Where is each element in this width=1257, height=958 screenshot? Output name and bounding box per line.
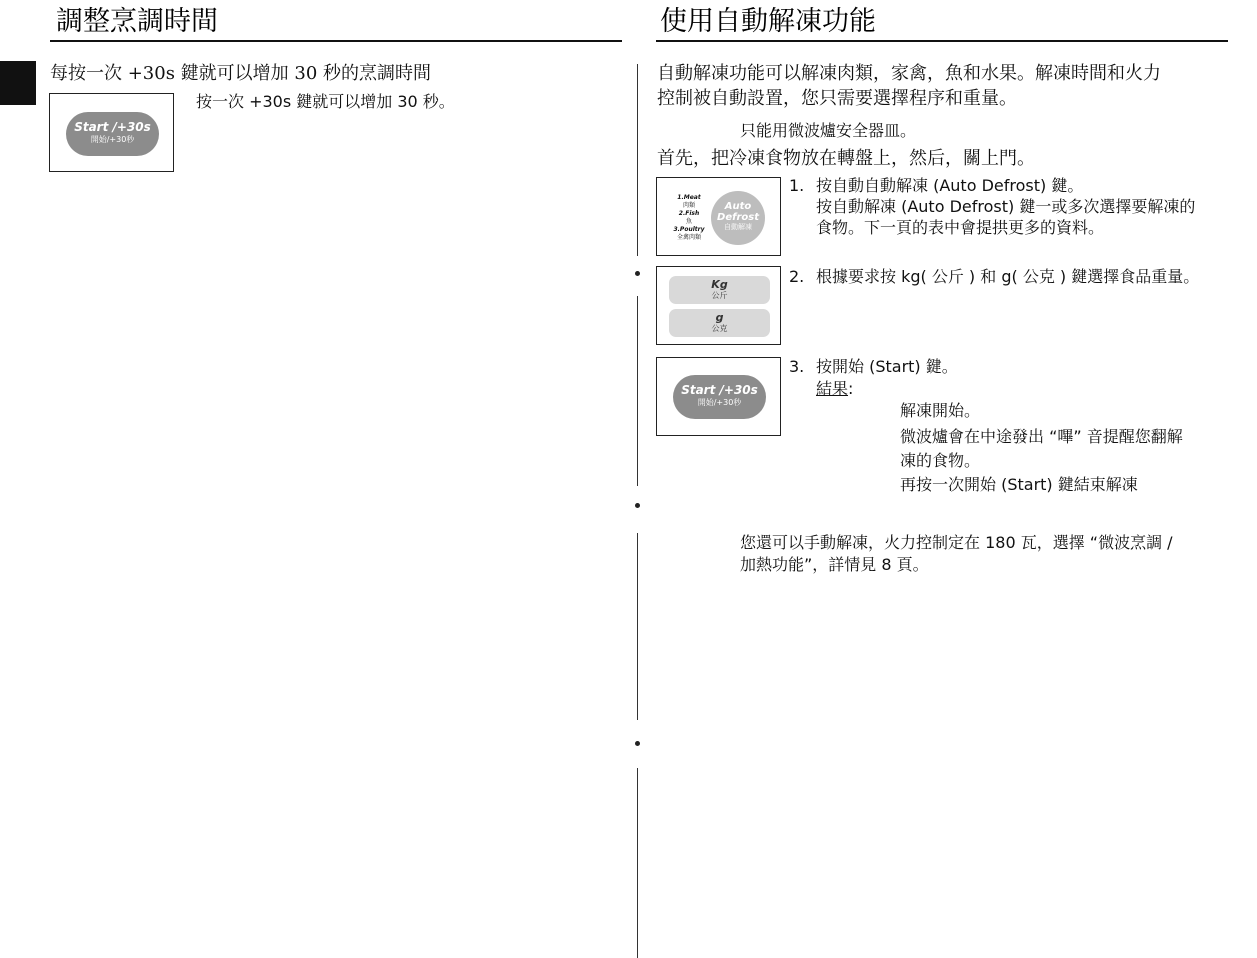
- g-button-label: g: [715, 311, 724, 324]
- margin-line-3: [637, 533, 638, 720]
- start-button[interactable]: [673, 375, 766, 419]
- kg-button[interactable]: [669, 276, 770, 304]
- g-button-sublabel: 公克: [711, 324, 728, 333]
- start-button-sublabel: 開始/+30秒: [697, 398, 742, 407]
- step1-line-1: 按自動自動解凍 (Auto Defrost) 鍵。: [816, 176, 1084, 195]
- step1-line-2: 按自動解凍 (Auto Defrost) 鍵一或多次選擇要解凍的: [816, 197, 1196, 216]
- weight-panel: [656, 266, 781, 345]
- start-button-label: Start /+30s: [681, 383, 758, 397]
- manual-defrost-line-2: 加熱功能”，詳情見 8 頁。: [740, 555, 929, 574]
- result-line-4: 再按一次開始 (Start) 鍵結束解凍: [900, 475, 1138, 494]
- result-line-1: 解凍開始。: [900, 401, 981, 420]
- kg-button-label: Kg: [711, 278, 728, 291]
- margin-line-4: [637, 768, 638, 958]
- margin-dot-3: [635, 741, 640, 746]
- margin-dot-2: [635, 503, 640, 508]
- left-intro-text: 每按一次 +30s 鍵就可以增加 30 秒的烹調時間: [50, 63, 432, 84]
- step3-line-1: 按開始 (Start) 鍵。: [816, 357, 958, 376]
- start-30s-button-panel: [49, 93, 174, 172]
- step1-number: 1.: [789, 176, 805, 195]
- result-colon: :: [848, 379, 854, 398]
- step3-number: 3.: [789, 357, 805, 376]
- defrost-item-fish: 2.Fish 魚: [678, 210, 700, 225]
- right-section-title: 使用自動解凍功能: [660, 6, 876, 37]
- manual-defrost-line-1: 您還可以手動解凍，火力控制定在 180 瓦，選擇 “微波烹調 /: [740, 533, 1173, 552]
- result-label: 結果: [816, 379, 849, 398]
- left-section-title: 調整烹調時間: [56, 6, 218, 37]
- start-30s-button-sublabel: 開始/+30秒: [90, 135, 135, 144]
- safety-note: 只能用微波爐安全器皿。: [740, 121, 917, 140]
- defrost-item-poultry: 3.Poultry 全禽肉類: [673, 226, 705, 241]
- right-title-rule: [656, 40, 1228, 42]
- result-line-2: 微波爐會在中途發出 “嗶” 音提醒您翻解: [900, 427, 1183, 446]
- left-step-text: 按一次 +30s 鍵就可以增加 30 秒。: [196, 92, 455, 111]
- auto-defrost-panel: [656, 177, 781, 256]
- margin-line-1: [637, 64, 638, 256]
- step1-line-3: 食物。下一頁的表中會提拱更多的資料。: [816, 218, 1105, 237]
- step2-line-1: 根據要求按 kg( 公斤 ) 和 g( 公克 ) 鍵選擇食品重量。: [816, 267, 1200, 286]
- left-title-rule: [50, 40, 622, 42]
- start-panel: [656, 357, 781, 436]
- g-button[interactable]: [669, 309, 770, 337]
- auto-defrost-sublabel: 自動解凍: [724, 223, 752, 231]
- auto-defrost-button[interactable]: [711, 191, 765, 245]
- first-instruction: 首先，把冷凍食物放在轉盤上，然后，關上門。: [657, 148, 1035, 169]
- result-line-3: 凍的食物。: [900, 451, 981, 470]
- defrost-item-meat: 1.Meat 肉類: [677, 194, 701, 209]
- defrost-menu-list: [671, 194, 707, 242]
- section-tab-marker: [0, 61, 36, 105]
- auto-defrost-label-2: Defrost: [717, 212, 759, 223]
- start-30s-button-label: Start /+30s: [74, 120, 151, 134]
- right-intro-line-1: 自動解凍功能可以解凍肉類，家禽，魚和水果。解凍時間和火力: [657, 63, 1161, 84]
- start-30s-button[interactable]: [66, 112, 159, 156]
- margin-dot-1: [635, 271, 640, 276]
- right-intro-line-2: 控制被自動設置，您只需要選擇程序和重量。: [657, 88, 1017, 109]
- margin-line-2: [637, 296, 638, 486]
- step3-result-heading: [816, 377, 853, 400]
- step2-number: 2.: [789, 267, 805, 286]
- kg-button-sublabel: 公斤: [711, 291, 728, 300]
- auto-defrost-label-1: Auto: [724, 201, 752, 212]
